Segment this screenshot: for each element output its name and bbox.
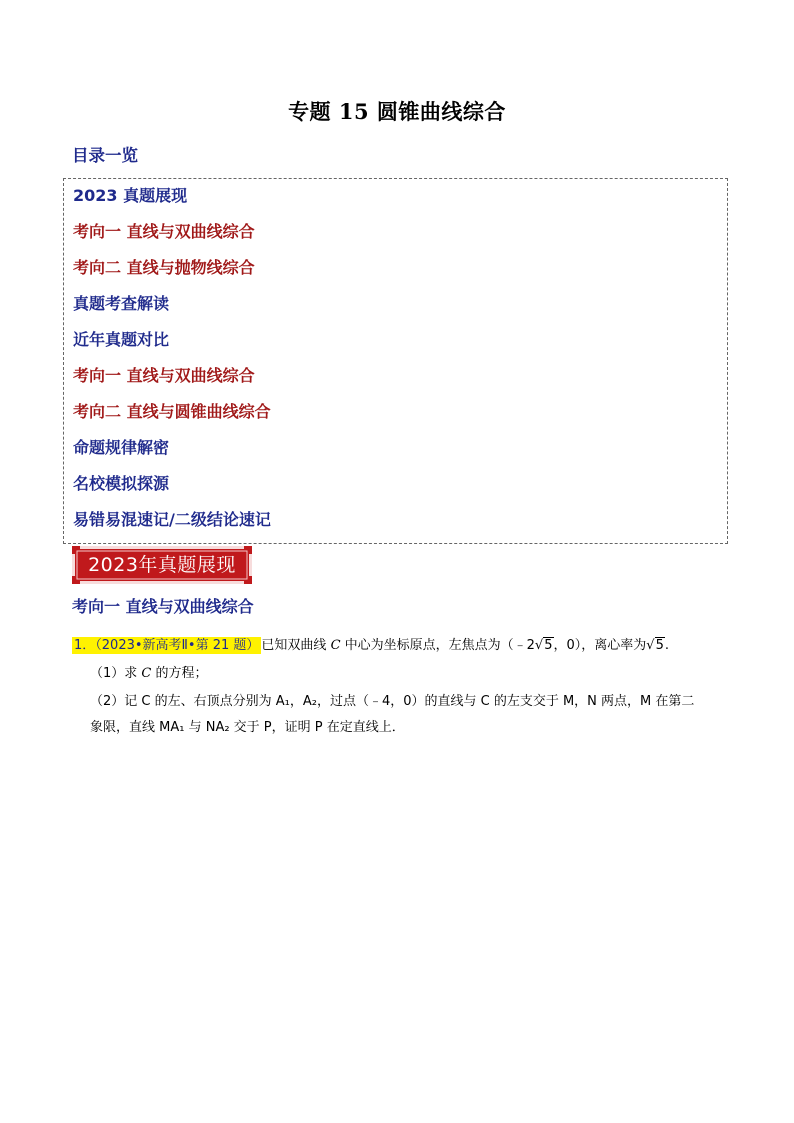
var-c: C <box>330 638 341 653</box>
toc-item-recent-comparison[interactable]: 近年真题对比 <box>73 330 170 349</box>
toc-heading: 目录一览 <box>72 146 138 165</box>
toc-item-mock-sources[interactable]: 名校模拟探源 <box>73 474 170 493</box>
page-title: 专题 15 圆锥曲线综合 <box>288 99 506 124</box>
question-stem <box>72 634 669 653</box>
question-source-highlight <box>72 637 261 654</box>
toc-item-pattern-decoding[interactable]: 命题规律解密 <box>73 438 170 457</box>
question-source: （2023•新高考Ⅱ•第 21 题） <box>95 638 260 653</box>
section-heading: 考向一 直线与双曲线综合 <box>72 597 254 616</box>
question-part-2-line-2: 象限，直线 MA₁ 与 NA₂ 交于 P，证明 P 在定直线上． <box>90 720 405 735</box>
question-stem-c: ，0），离心率为 <box>553 638 647 653</box>
toc-item-exam-analysis[interactable]: 真题考查解读 <box>73 294 170 313</box>
toc-item-recent-direction-1[interactable]: 考向一 直线与双曲线综合 <box>73 366 255 385</box>
toc-item-error-notes[interactable]: 易错易混速记/二级结论速记 <box>73 510 271 529</box>
question-part-1: （1）求 C 的方程； <box>90 666 208 681</box>
section-banner <box>72 546 252 584</box>
question-stem-d: . <box>664 638 669 653</box>
toc-item-recent-direction-2[interactable]: 考向二 直线与圆锥曲线综合 <box>73 402 271 421</box>
question-stem-b: 中心为坐标原点，左焦点为（﹣2 <box>340 638 535 653</box>
sqrt-five: √5 <box>534 638 553 653</box>
toc-item-direction-2[interactable]: 考向二 直线与抛物线综合 <box>73 258 255 277</box>
question-number: 1． <box>74 638 96 653</box>
question-part-2-line-1: （2）记 C 的左、右顶点分别为 A₁，A₂，过点（﹣4，0）的直线与 C 的左支交于 M，N 两点，M 在第二 <box>90 694 695 709</box>
question-stem-a: 已知双曲线 <box>261 638 331 653</box>
sqrt-five-eccentricity: √5 <box>646 638 664 653</box>
toc-item-direction-1[interactable]: 考向一 直线与双曲线综合 <box>73 222 255 241</box>
toc-box <box>63 178 728 544</box>
banner-title: 2023年真题展现 <box>88 554 236 576</box>
toc-item-2023-exam[interactable]: 2023 真题展现 <box>73 186 188 205</box>
